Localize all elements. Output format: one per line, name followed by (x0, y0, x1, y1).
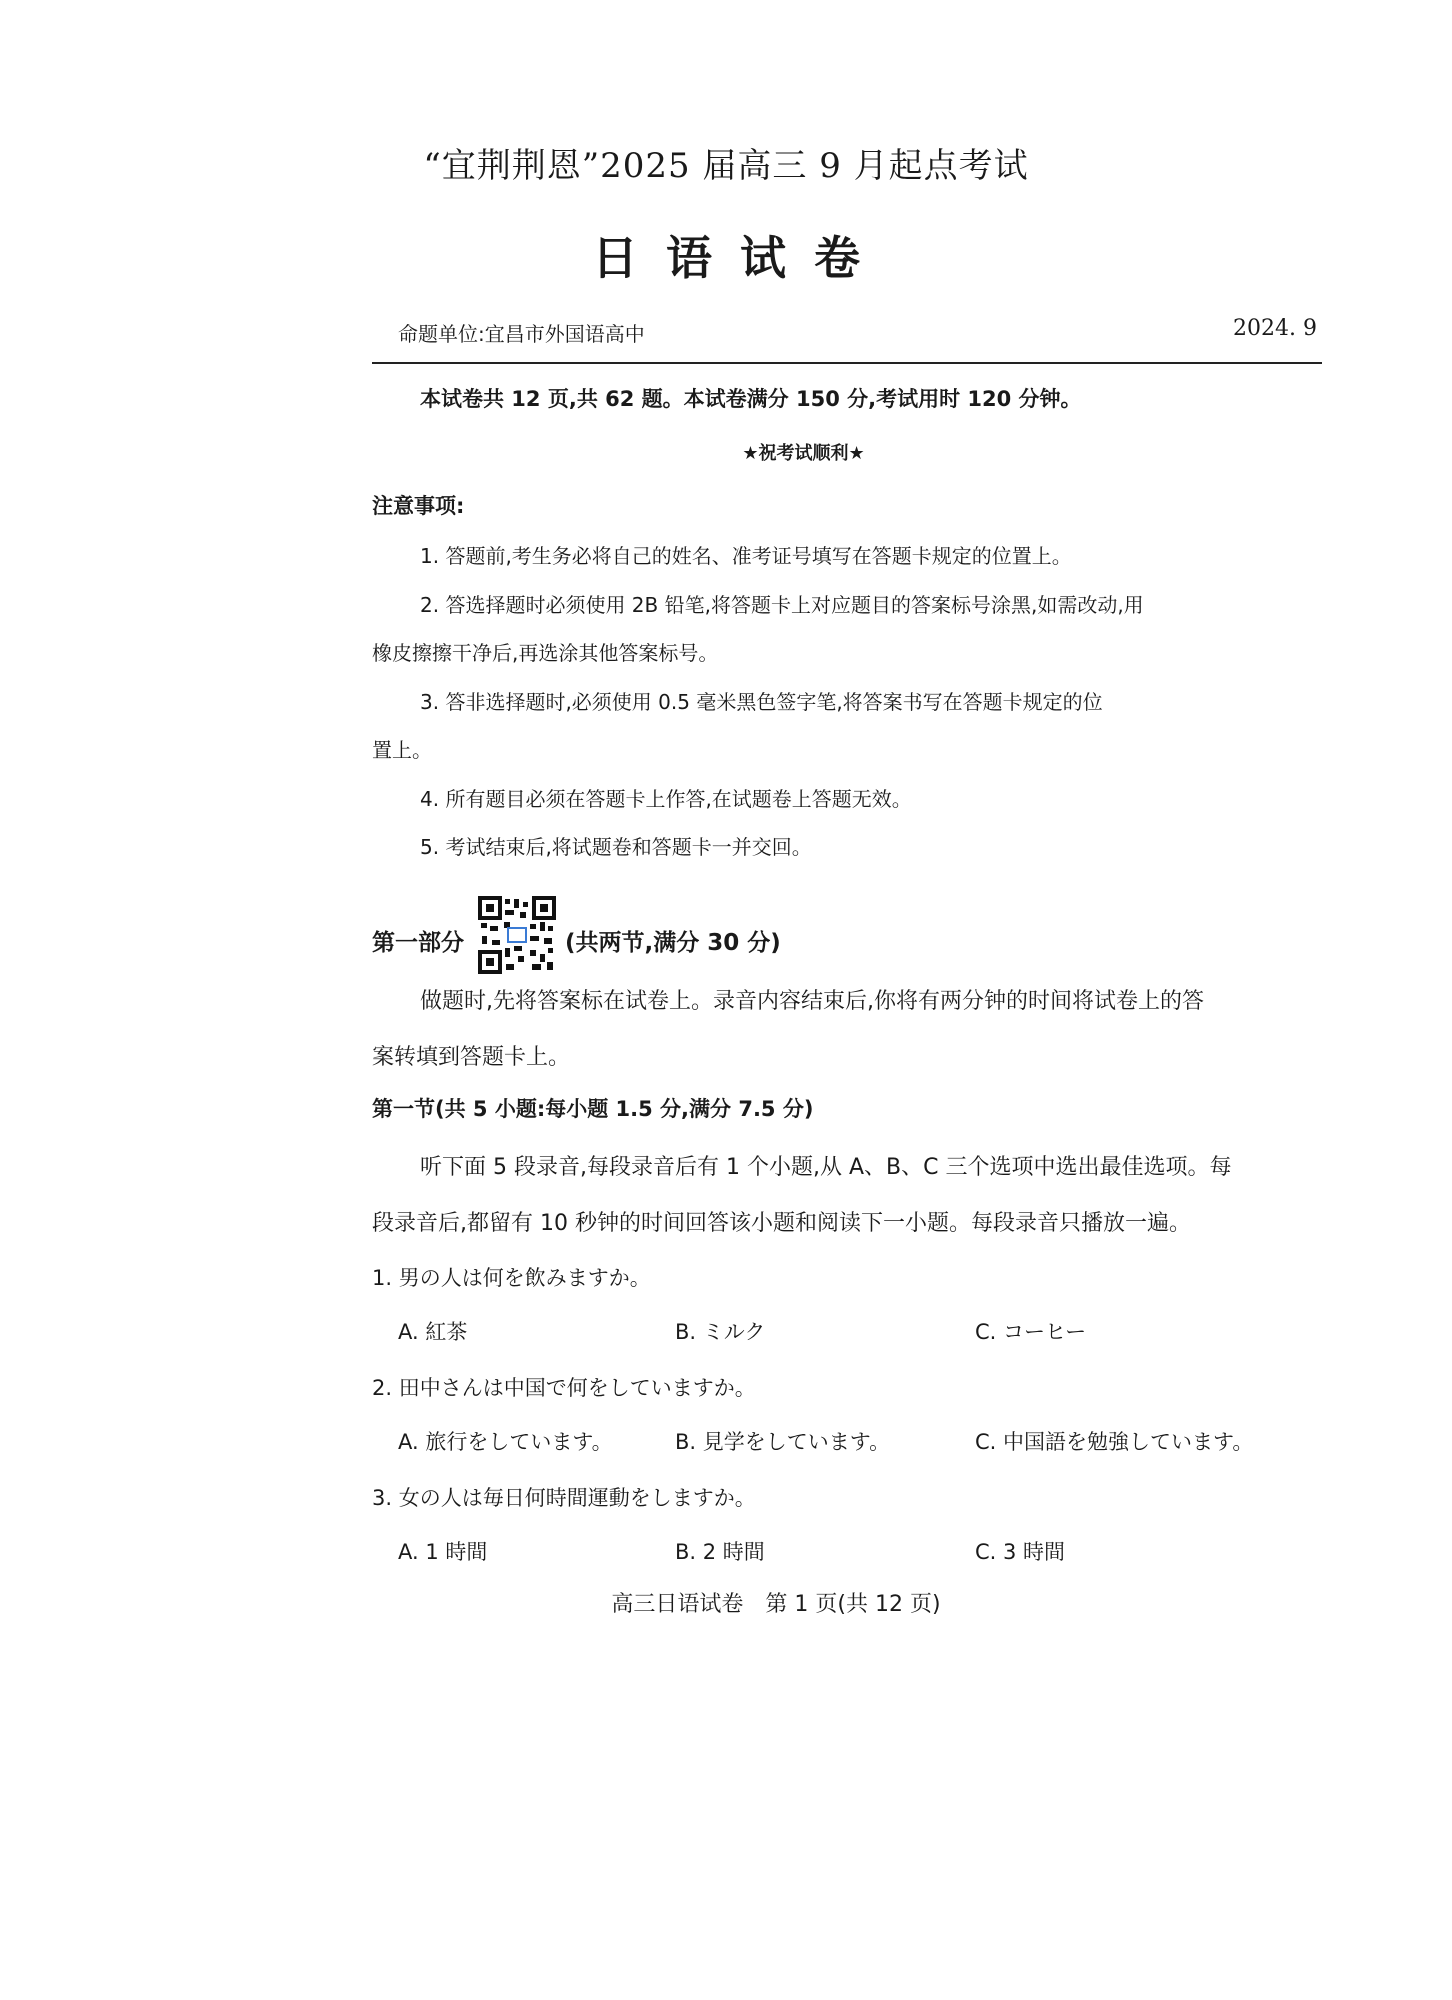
question-1-option-a: A. 紅茶 (398, 1320, 468, 1344)
good-luck-banner: ★祝考试顺利★ (742, 443, 865, 464)
question-2-option-b: B. 見学をしています。 (675, 1430, 891, 1454)
notice-item-2: 2. 答选择题时必须使用 2B 铅笔,将答题卡上对应题目的答案标号涂黑,如需改动,用 (420, 593, 1144, 617)
notice-item-1: 1. 答题前,考生务必将自己的姓名、准考证号填写在答题卡规定的位置上。 (420, 544, 1072, 568)
question-3-option-a: A. 1 時間 (398, 1540, 488, 1564)
section1-intro-line-2: 段录音后,都留有 10 秒钟的时间回答该小题和阅读下一小题。每段录音只播放一遍。 (372, 1211, 1191, 1236)
header-divider (372, 362, 1322, 364)
exam-subject: 日语试卷 (592, 231, 888, 285)
part1-heading: 第一部分 (372, 930, 464, 956)
notice-item-2-cont: 橡皮擦擦干净后,再选涂其他答案标号。 (372, 641, 719, 665)
page-footer: 高三日语试卷 第 1 页(共 12 页) (611, 1592, 941, 1617)
notice-item-4: 4. 所有题目必须在答题卡上作答,在试题卷上答题无效。 (420, 787, 912, 811)
question-2-option-c: C. 中国語を勉強しています。 (975, 1430, 1254, 1454)
question-3-option-b: B. 2 時間 (675, 1540, 765, 1564)
section1-heading: 第一节(共 5 小题:每小题 1.5 分,满分 7.5 分) (372, 1097, 814, 1121)
question-2: 2. 田中さんは中国で何をしていますか。 (372, 1376, 756, 1400)
notice-item-3-cont: 置上。 (372, 738, 432, 762)
notice-item-5: 5. 考试结束后,将试题卷和答题卡一并交回。 (420, 835, 812, 859)
exam-title: “宜荆荆恩”2025 届高三 9 月起点考试 (423, 146, 1029, 186)
question-2-option-a: A. 旅行をしています。 (398, 1430, 613, 1454)
question-1-option-b: B. ミルク (675, 1320, 766, 1344)
part1-intro-line-1: 做题时,先将答案标在试卷上。录音内容结束后,你将有两分钟的时间将试卷上的答 (420, 989, 1204, 1014)
notice-heading: 注意事项: (372, 494, 465, 518)
part1-intro-line-2: 案转填到答题卡上。 (372, 1045, 571, 1070)
question-3: 3. 女の人は毎日何時間運動をしますか。 (372, 1486, 756, 1510)
qr-code (478, 896, 556, 974)
question-3-option-c: C. 3 時間 (975, 1540, 1066, 1564)
notice-item-3: 3. 答非选择题时,必须使用 0.5 毫米黑色签字笔,将答案书写在答题卡规定的位 (420, 690, 1103, 714)
section1-intro-line-1: 听下面 5 段录音,每段录音后有 1 个小题,从 A、B、C 三个选项中选出最佳选项。每 (420, 1155, 1232, 1180)
exam-date: 2024. 9 (1233, 316, 1317, 341)
question-1-option-c: C. コーヒー (975, 1320, 1087, 1344)
question-1: 1. 男の人は何を飲みますか。 (372, 1266, 651, 1290)
exam-info: 本试卷共 12 页,共 62 题。本试卷满分 150 分,考试用时 120 分钟。 (420, 387, 1082, 411)
part1-heading-detail: (共两节,满分 30 分) (565, 930, 781, 956)
author-unit: 命题单位:宜昌市外国语高中 (398, 322, 645, 346)
